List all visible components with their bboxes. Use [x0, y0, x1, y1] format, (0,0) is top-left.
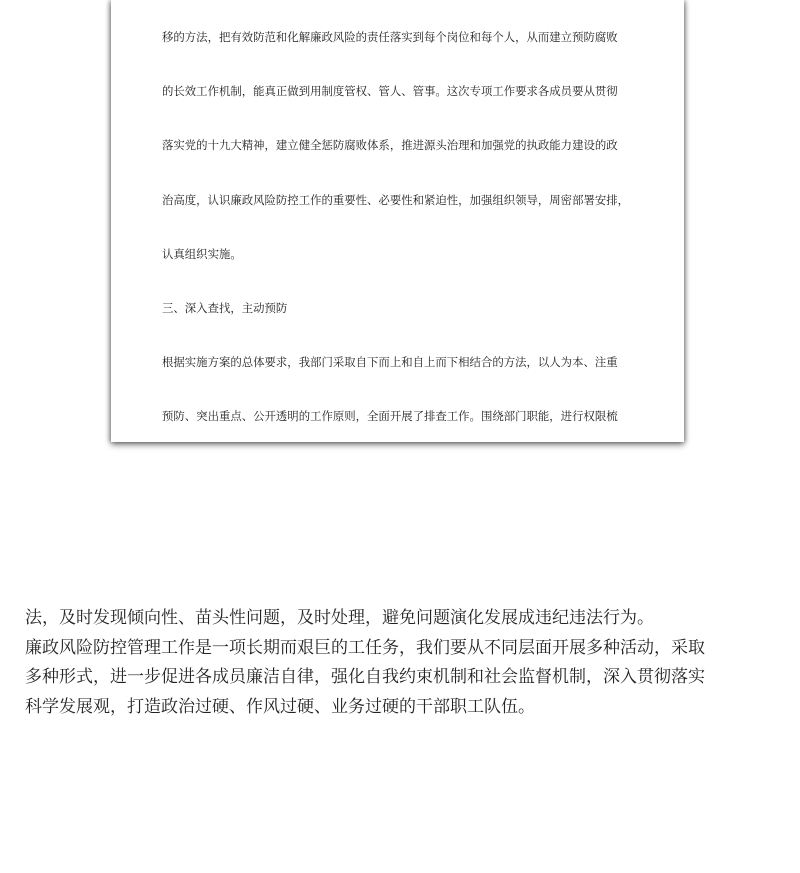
continued-line: 科学发展观，打造政治过硬、作风过硬、业务过硬的干部职工队伍。: [25, 696, 535, 717]
continued-line: 廉政风险防控管理工作是一项长期而艰巨的工任务，我们要从不同层面开展多种活动，采取: [25, 637, 705, 658]
continued-line: 法，及时发现倾向性、苗头性问题，及时处理，避免问题演化发展成违纪违法行为。: [25, 608, 654, 628]
doc-line: 认真组织实施。: [162, 246, 242, 261]
doc-line: 移的方法，把有效防范和化解廉政风险的责任落实到每个岗位和每个人，从而建立预防腐败: [162, 30, 618, 45]
continued-text: [25, 604, 785, 722]
section-heading-3: 三、深入查找，主动预防: [162, 300, 288, 315]
doc-line: 预防、突出重点、公开透明的工作原则，全面开展了排查工作。围绕部门职能，进行权限梳: [162, 409, 618, 424]
document-page-preview: [111, 0, 684, 442]
doc-line: 根据实施方案的总体要求，我部门采取自下而上和自上而下相结合的方法，以人为本、注重: [162, 354, 618, 369]
doc-line: 的长效工作机制，能真正做到用制度管权、管人、管事。这次专项工作要求各成员要从贯彻: [162, 84, 618, 99]
document-body: [162, 0, 640, 442]
doc-line: 治高度，认识廉政风险防控工作的重要性、必要性和紧迫性，加强组织领导，周密部署安排，: [162, 192, 630, 207]
doc-line: 落实党的十九大精神，建立健全惩防腐败体系，推进源头治理和加强党的执政能力建设的政: [162, 138, 618, 153]
continued-line: 多种形式，进一步促进各成员廉洁自律，强化自我约束机制和社会监督机制，深入贯彻落实: [25, 667, 705, 687]
